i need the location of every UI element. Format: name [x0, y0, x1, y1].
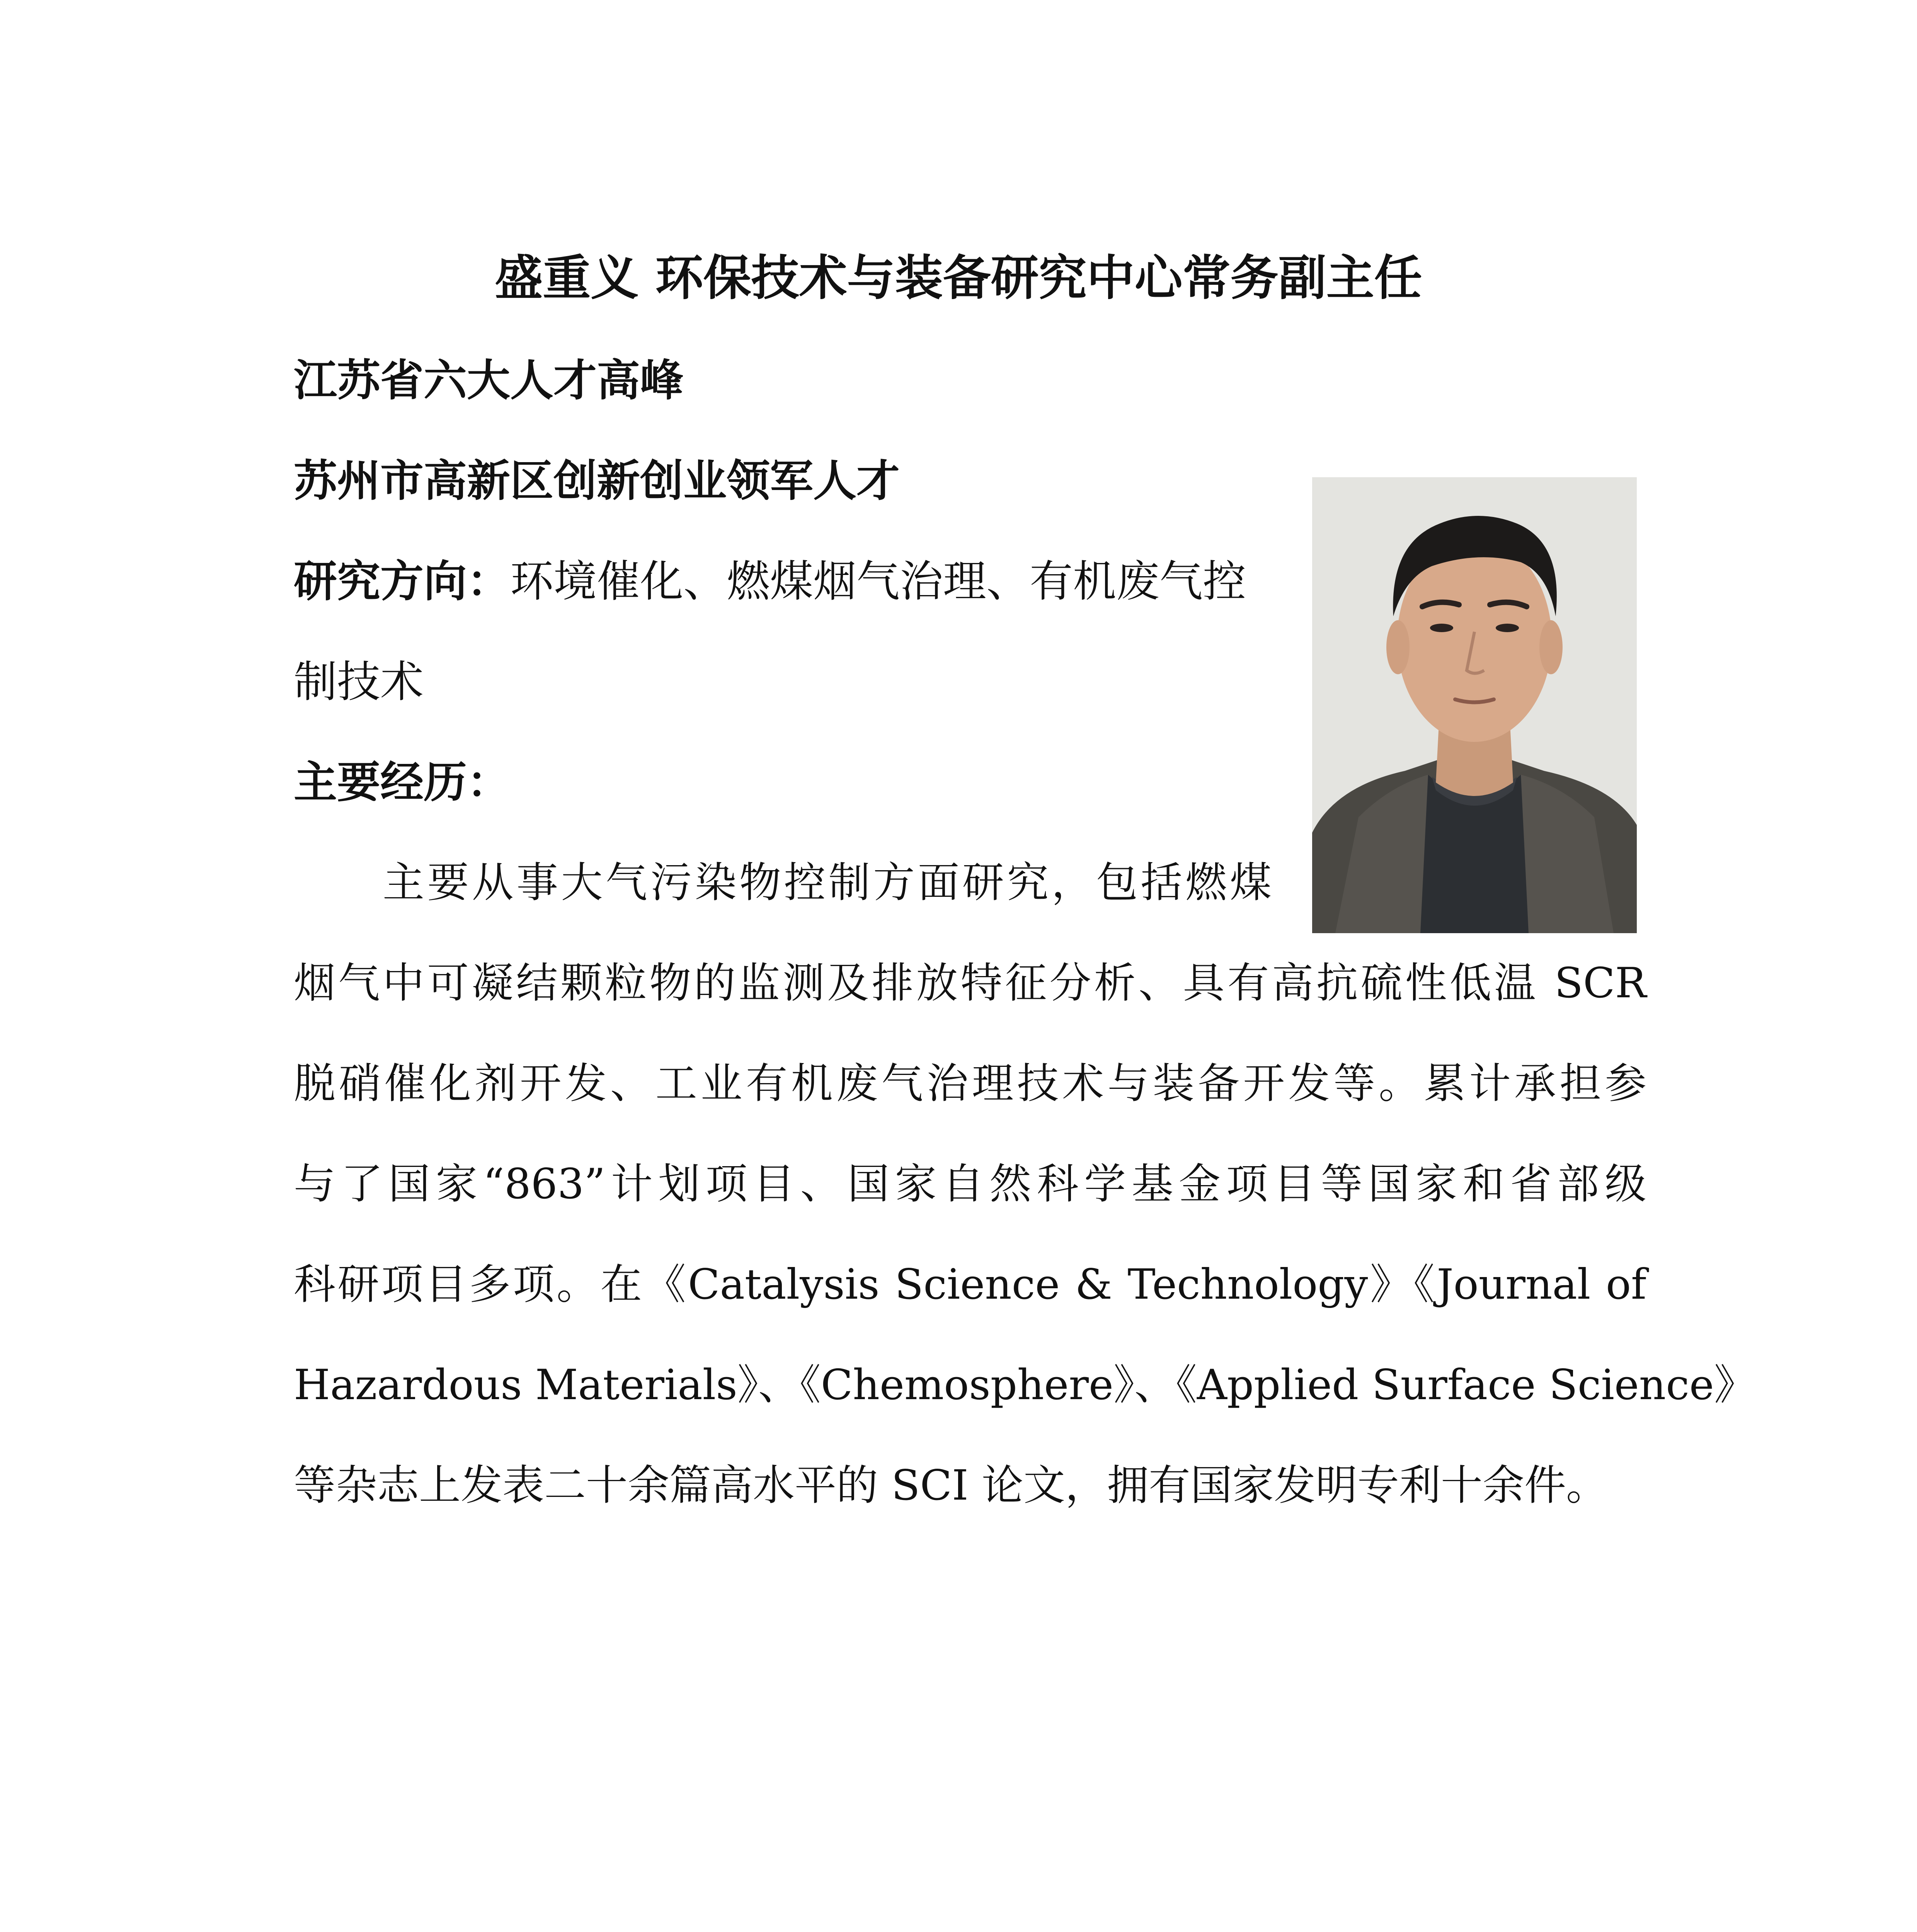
- experience-line: 与了国家“863”计划项目、国家自然科学基金项目等国家和省部级: [294, 1160, 1646, 1208]
- research-text-line1: 环境催化、燃煤烟气治理、有机废气控: [510, 556, 1246, 607]
- experience-line: 主要从事大气污染物控制方面研究，包括燃煤: [383, 859, 1272, 907]
- experience-line: 等杂志上发表二十余篇高水平的 SCI 论文，拥有国家发明专利十余件。: [294, 1461, 1608, 1510]
- research-label: 研究方向：: [294, 556, 510, 607]
- research-text-line2: 制技术: [294, 657, 424, 707]
- experience-line: 烟气中可凝结颗粒物的监测及排放特征分析、具有高抗硫性低温 SCR: [294, 959, 1646, 1007]
- experience-label: 主要经历：: [294, 757, 510, 808]
- experience-line: Hazardous Materials》、《Chemosphere》、《Applied Surface Science》: [294, 1361, 1756, 1409]
- honor-city: 苏州市高新区创新创业领军人才: [294, 456, 900, 506]
- experience-line: 脱硝催化剂开发、工业有机废气治理技术与装备开发等。累计承担参: [294, 1060, 1646, 1108]
- honor-provincial: 江苏省六大人才高峰: [294, 355, 683, 406]
- portrait-illustration: [1312, 477, 1637, 933]
- research-direction: [294, 553, 1246, 611]
- page-title: 盛重义 环保技术与装备研究中心常务副主任: [495, 250, 1422, 306]
- experience-line: 科研项目多项。在《Catalysis Science & Technology》《Journal of: [294, 1260, 1646, 1309]
- portrait-photo: [1312, 477, 1637, 933]
